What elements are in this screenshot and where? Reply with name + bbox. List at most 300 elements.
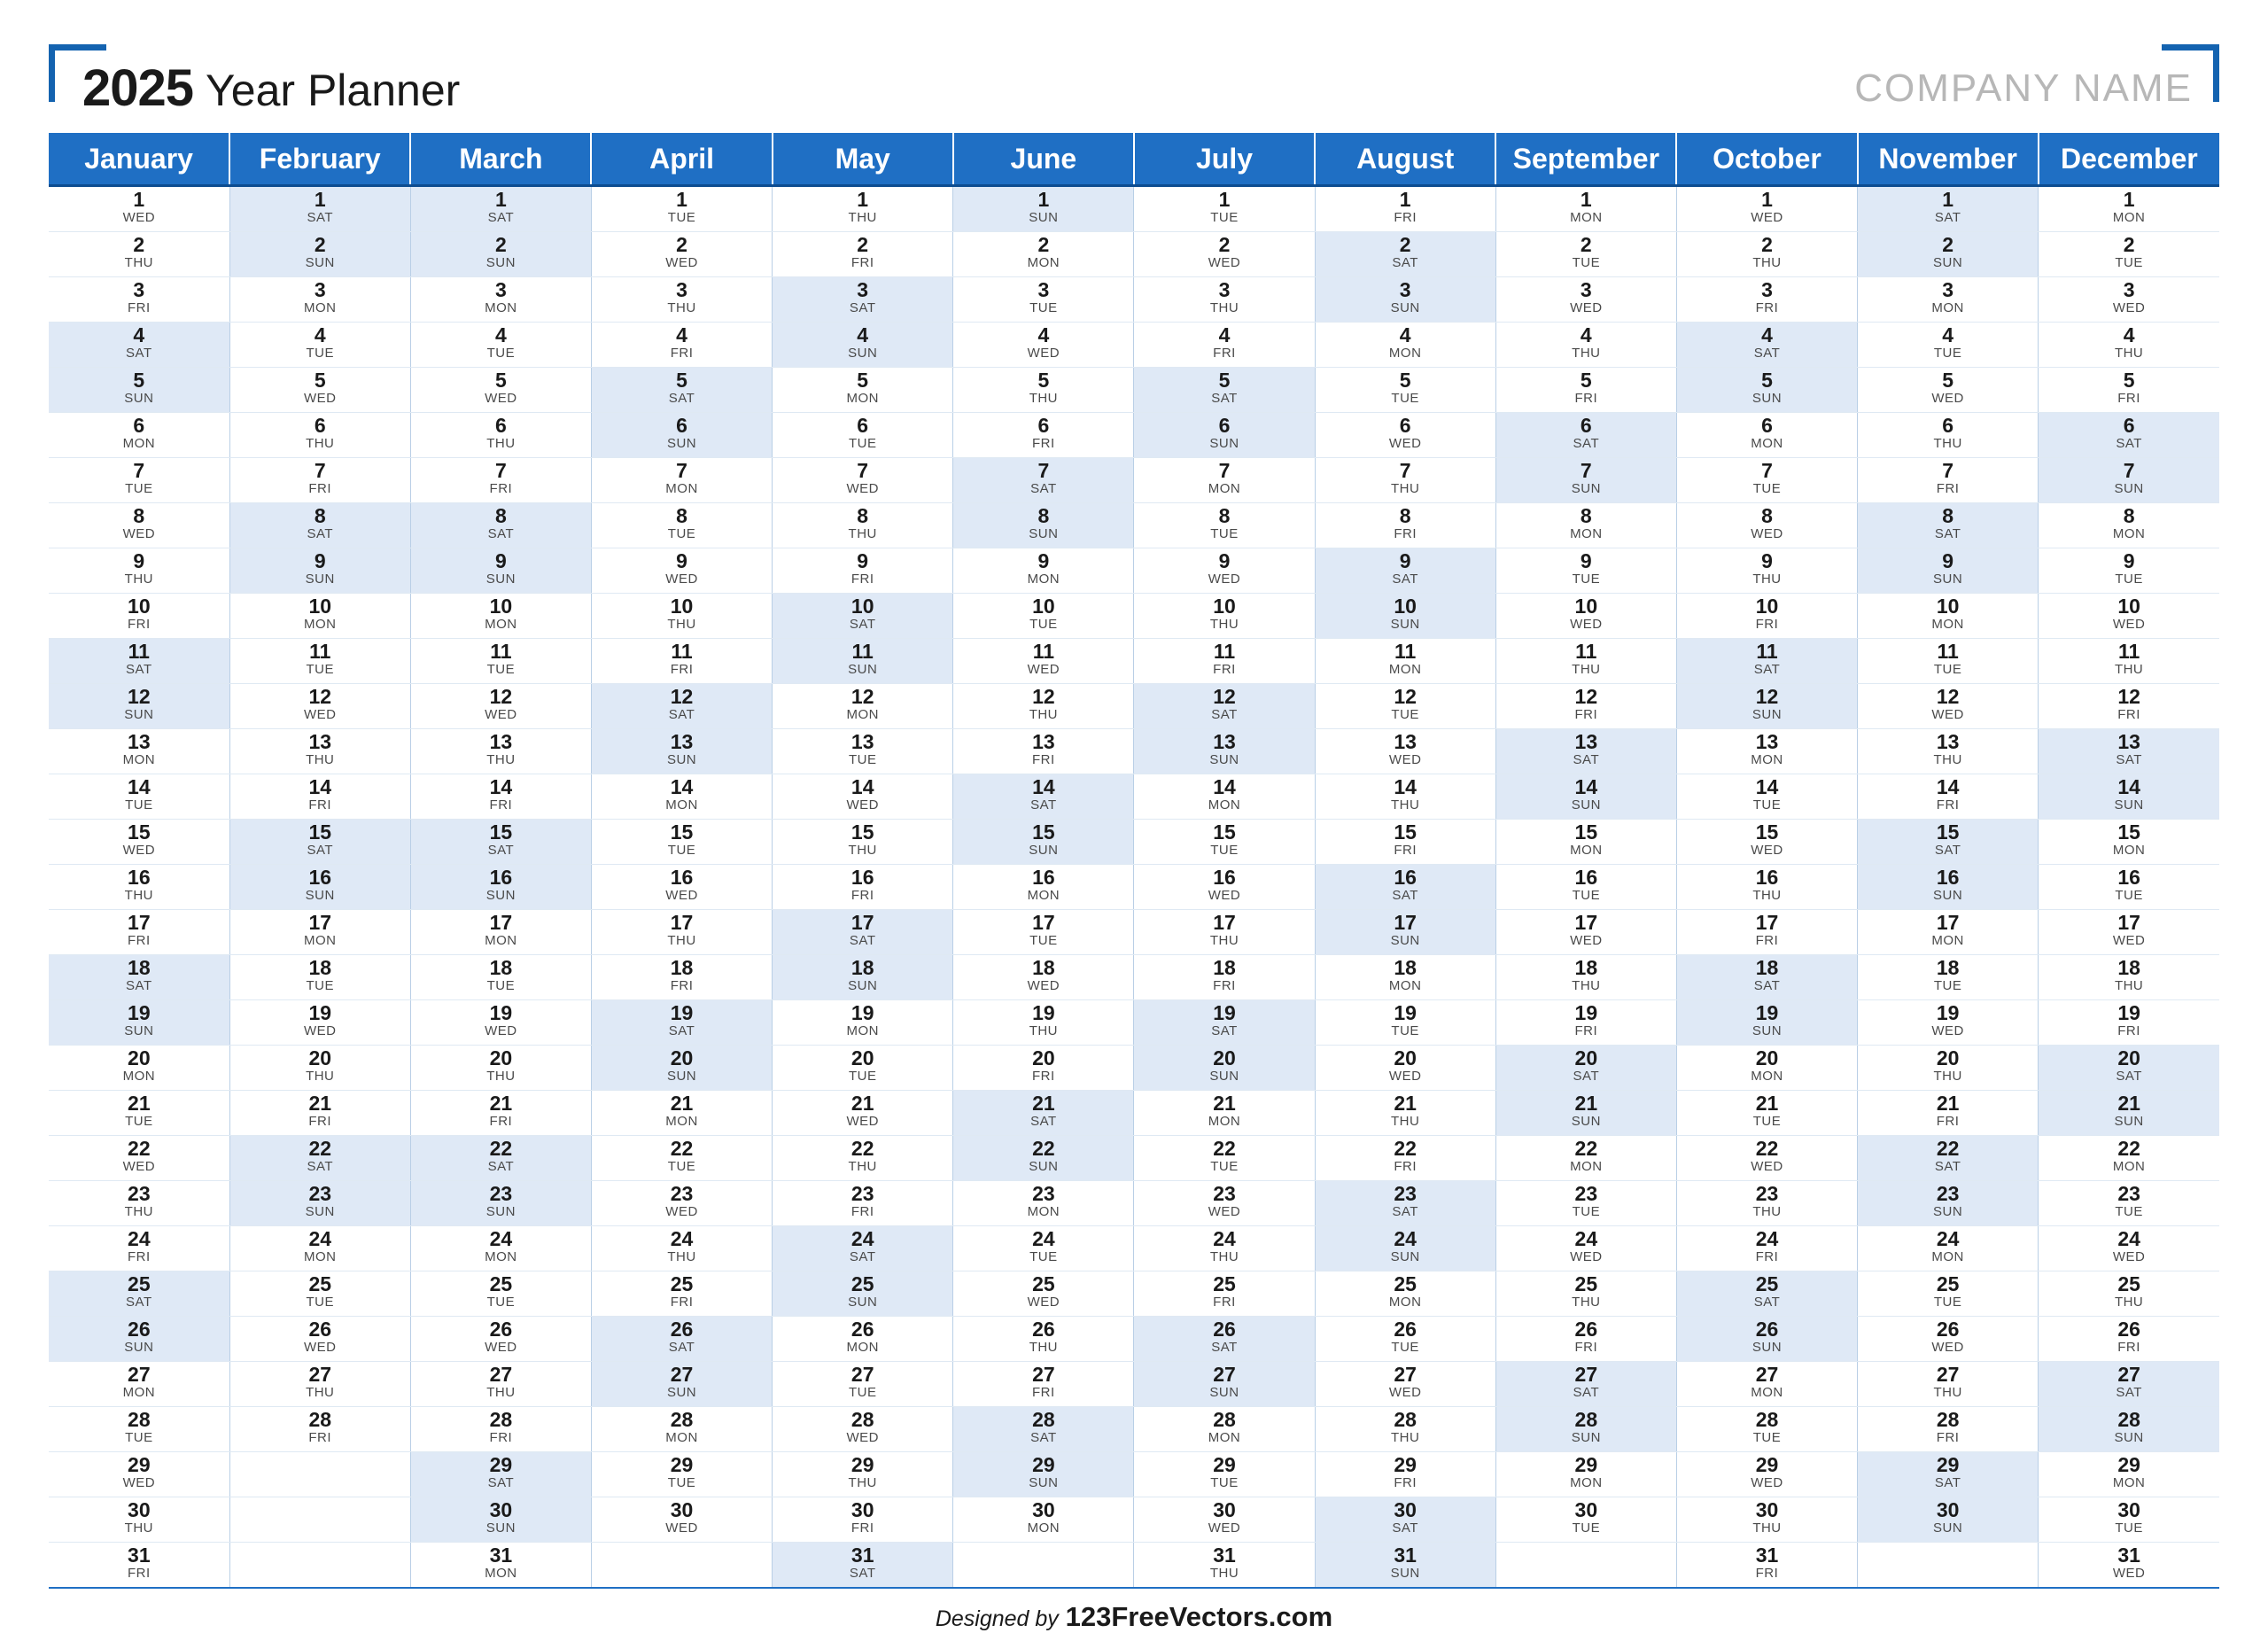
day-cell[interactable]: [1496, 1497, 1676, 1542]
day-cell[interactable]: [1316, 503, 1495, 548]
day-cell[interactable]: [1496, 729, 1676, 774]
day-cell[interactable]: [1858, 458, 2038, 502]
day-cell[interactable]: [411, 548, 591, 593]
day-cell[interactable]: [411, 1046, 591, 1090]
day-cell[interactable]: [411, 865, 591, 909]
day-cell[interactable]: [411, 187, 591, 231]
day-cell[interactable]: [411, 413, 591, 457]
day-cell[interactable]: [1677, 503, 1857, 548]
day-cell[interactable]: [1316, 1452, 1495, 1497]
day-cell[interactable]: [953, 1000, 1133, 1045]
day-cell[interactable]: [411, 774, 591, 819]
day-cell[interactable]: [2039, 548, 2219, 593]
day-cell[interactable]: [2039, 910, 2219, 954]
day-cell[interactable]: [2039, 1362, 2219, 1406]
day-cell[interactable]: [49, 820, 229, 864]
day-cell[interactable]: [953, 1362, 1133, 1406]
day-cell[interactable]: [1316, 684, 1495, 728]
day-cell[interactable]: [953, 232, 1133, 276]
month-header-november[interactable]: November: [1858, 133, 2039, 186]
day-cell[interactable]: [230, 548, 410, 593]
day-cell[interactable]: [2039, 1226, 2219, 1271]
day-cell[interactable]: [773, 639, 952, 683]
day-cell[interactable]: [953, 1497, 1133, 1542]
day-cell[interactable]: [411, 729, 591, 774]
day-cell[interactable]: [2039, 774, 2219, 819]
day-cell[interactable]: [1677, 639, 1857, 683]
day-cell[interactable]: [1496, 187, 1676, 231]
day-cell[interactable]: [230, 1091, 410, 1135]
month-header-june[interactable]: June: [953, 133, 1134, 186]
day-cell[interactable]: [411, 323, 591, 367]
day-cell[interactable]: [1677, 1497, 1857, 1542]
day-cell[interactable]: [1858, 232, 2038, 276]
day-cell[interactable]: [1858, 684, 2038, 728]
day-cell[interactable]: [49, 548, 229, 593]
day-cell[interactable]: [49, 729, 229, 774]
day-cell[interactable]: [2039, 503, 2219, 548]
day-cell[interactable]: [592, 1091, 772, 1135]
day-cell[interactable]: [2039, 820, 2219, 864]
day-cell[interactable]: [1858, 548, 2038, 593]
day-cell[interactable]: [953, 503, 1133, 548]
day-cell[interactable]: [1496, 1452, 1676, 1497]
day-cell[interactable]: [411, 277, 591, 322]
day-cell[interactable]: [2039, 1046, 2219, 1090]
day-cell[interactable]: [773, 1091, 952, 1135]
day-cell[interactable]: [1677, 820, 1857, 864]
day-cell[interactable]: [1677, 1226, 1857, 1271]
day-cell[interactable]: [2039, 1000, 2219, 1045]
day-cell[interactable]: [1677, 1181, 1857, 1225]
day-cell[interactable]: [1496, 594, 1676, 638]
day-cell[interactable]: [953, 1181, 1133, 1225]
day-cell[interactable]: [1134, 865, 1314, 909]
day-cell[interactable]: [1496, 774, 1676, 819]
day-cell[interactable]: [230, 865, 410, 909]
day-cell[interactable]: [411, 639, 591, 683]
day-cell[interactable]: [1316, 1271, 1495, 1316]
day-cell[interactable]: [49, 910, 229, 954]
day-cell[interactable]: [411, 1000, 591, 1045]
day-cell[interactable]: [773, 277, 952, 322]
day-cell[interactable]: [592, 1271, 772, 1316]
day-cell[interactable]: [1134, 1543, 1314, 1587]
day-cell[interactable]: [592, 1317, 772, 1361]
day-cell[interactable]: [49, 503, 229, 548]
day-cell[interactable]: [230, 1407, 410, 1451]
day-cell[interactable]: [1677, 413, 1857, 457]
day-cell[interactable]: [1496, 1181, 1676, 1225]
day-cell[interactable]: [953, 1452, 1133, 1497]
day-cell[interactable]: [1134, 187, 1314, 231]
day-cell[interactable]: [411, 1271, 591, 1316]
day-cell[interactable]: [1677, 458, 1857, 502]
day-cell[interactable]: [230, 1226, 410, 1271]
day-cell[interactable]: [1496, 1136, 1676, 1180]
day-cell[interactable]: [1316, 323, 1495, 367]
day-cell[interactable]: [230, 503, 410, 548]
day-cell[interactable]: [592, 639, 772, 683]
day-cell[interactable]: [1134, 323, 1314, 367]
day-cell[interactable]: [773, 1362, 952, 1406]
day-cell[interactable]: [592, 955, 772, 999]
day-cell[interactable]: [1858, 1271, 2038, 1316]
day-cell[interactable]: [230, 1136, 410, 1180]
day-cell[interactable]: [230, 1181, 410, 1225]
day-cell[interactable]: [1496, 232, 1676, 276]
day-cell[interactable]: [2039, 232, 2219, 276]
day-cell[interactable]: [953, 1046, 1133, 1090]
day-cell[interactable]: [2039, 684, 2219, 728]
day-cell[interactable]: [1677, 774, 1857, 819]
day-cell[interactable]: [1858, 1000, 2038, 1045]
day-cell[interactable]: [49, 1136, 229, 1180]
day-cell[interactable]: [773, 1452, 952, 1497]
day-cell[interactable]: [1677, 232, 1857, 276]
day-cell[interactable]: [953, 1136, 1133, 1180]
day-cell[interactable]: [1134, 1000, 1314, 1045]
day-cell[interactable]: [1316, 1317, 1495, 1361]
day-cell[interactable]: [230, 684, 410, 728]
day-cell[interactable]: [2039, 1091, 2219, 1135]
day-cell[interactable]: [1496, 639, 1676, 683]
day-cell[interactable]: [773, 503, 952, 548]
day-cell[interactable]: [773, 458, 952, 502]
day-cell[interactable]: [411, 1543, 591, 1587]
day-cell[interactable]: [953, 639, 1133, 683]
day-cell[interactable]: [1858, 323, 2038, 367]
day-cell[interactable]: [1134, 910, 1314, 954]
day-cell[interactable]: [773, 820, 952, 864]
day-cell[interactable]: [592, 1000, 772, 1045]
day-cell[interactable]: [773, 1543, 952, 1587]
day-cell[interactable]: [49, 458, 229, 502]
day-cell[interactable]: [1134, 1136, 1314, 1180]
day-cell[interactable]: [49, 1181, 229, 1225]
day-cell[interactable]: [2039, 865, 2219, 909]
month-header-february[interactable]: February: [229, 133, 410, 186]
day-cell[interactable]: [1677, 1407, 1857, 1451]
day-cell[interactable]: [230, 729, 410, 774]
day-cell[interactable]: [230, 1362, 410, 1406]
day-cell[interactable]: [2039, 639, 2219, 683]
day-cell[interactable]: [49, 323, 229, 367]
day-cell[interactable]: [49, 865, 229, 909]
day-cell[interactable]: [1316, 910, 1495, 954]
day-cell[interactable]: [953, 323, 1133, 367]
day-cell[interactable]: [230, 458, 410, 502]
day-cell[interactable]: [2039, 1407, 2219, 1451]
day-cell[interactable]: [1496, 865, 1676, 909]
day-cell[interactable]: [1316, 1091, 1495, 1135]
day-cell[interactable]: [773, 1271, 952, 1316]
day-cell[interactable]: [953, 955, 1133, 999]
day-cell[interactable]: [49, 1362, 229, 1406]
day-cell[interactable]: [592, 594, 772, 638]
day-cell[interactable]: [1134, 1046, 1314, 1090]
day-cell[interactable]: [1316, 187, 1495, 231]
day-cell[interactable]: [773, 548, 952, 593]
day-cell[interactable]: [1134, 458, 1314, 502]
day-cell[interactable]: [1134, 1317, 1314, 1361]
day-cell[interactable]: [230, 232, 410, 276]
day-cell[interactable]: [1496, 1362, 1676, 1406]
day-cell[interactable]: [1316, 1000, 1495, 1045]
day-cell[interactable]: [773, 955, 952, 999]
day-cell[interactable]: [592, 1452, 772, 1497]
day-cell[interactable]: [592, 1407, 772, 1451]
day-cell[interactable]: [411, 1091, 591, 1135]
day-cell[interactable]: [773, 684, 952, 728]
day-cell[interactable]: [1316, 594, 1495, 638]
day-cell[interactable]: [1134, 594, 1314, 638]
day-cell[interactable]: [1858, 1046, 2038, 1090]
day-cell[interactable]: [49, 187, 229, 231]
day-cell[interactable]: [592, 820, 772, 864]
day-cell[interactable]: [1677, 548, 1857, 593]
month-header-august[interactable]: August: [1315, 133, 1495, 186]
month-header-december[interactable]: December: [2039, 133, 2219, 186]
day-cell[interactable]: [953, 458, 1133, 502]
day-cell[interactable]: [773, 368, 952, 412]
day-cell[interactable]: [1134, 820, 1314, 864]
day-cell[interactable]: [49, 413, 229, 457]
day-cell[interactable]: [49, 368, 229, 412]
day-cell[interactable]: [592, 865, 772, 909]
day-cell[interactable]: [1134, 639, 1314, 683]
day-cell[interactable]: [592, 1136, 772, 1180]
day-cell[interactable]: [1858, 277, 2038, 322]
month-header-march[interactable]: March: [410, 133, 591, 186]
day-cell[interactable]: [1134, 1407, 1314, 1451]
day-cell[interactable]: [592, 232, 772, 276]
day-cell[interactable]: [411, 1317, 591, 1361]
footer-brand-link[interactable]: 123FreeVectors.com: [1065, 1601, 1333, 1632]
day-cell[interactable]: [49, 1543, 229, 1587]
day-cell[interactable]: [773, 774, 952, 819]
day-cell[interactable]: [1858, 1091, 2038, 1135]
day-cell[interactable]: [411, 910, 591, 954]
day-cell[interactable]: [2039, 1136, 2219, 1180]
day-cell[interactable]: [1316, 277, 1495, 322]
day-cell[interactable]: [411, 594, 591, 638]
day-cell[interactable]: [1496, 368, 1676, 412]
day-cell[interactable]: [1316, 458, 1495, 502]
day-cell[interactable]: [1858, 1452, 2038, 1497]
day-cell[interactable]: [1677, 1271, 1857, 1316]
day-cell[interactable]: [1134, 1091, 1314, 1135]
day-cell[interactable]: [49, 1091, 229, 1135]
day-cell[interactable]: [49, 594, 229, 638]
day-cell[interactable]: [1316, 1497, 1495, 1542]
day-cell[interactable]: [2039, 594, 2219, 638]
day-cell[interactable]: [1134, 232, 1314, 276]
day-cell[interactable]: [1677, 594, 1857, 638]
day-cell[interactable]: [49, 1497, 229, 1542]
day-cell[interactable]: [1134, 413, 1314, 457]
day-cell[interactable]: [230, 277, 410, 322]
day-cell[interactable]: [592, 187, 772, 231]
month-header-may[interactable]: May: [773, 133, 953, 186]
day-cell[interactable]: [1858, 865, 2038, 909]
day-cell[interactable]: [1677, 1452, 1857, 1497]
day-cell[interactable]: [230, 639, 410, 683]
day-cell[interactable]: [49, 1271, 229, 1316]
day-cell[interactable]: [411, 1181, 591, 1225]
day-cell[interactable]: [1677, 1543, 1857, 1587]
day-cell[interactable]: [1316, 548, 1495, 593]
day-cell[interactable]: [953, 187, 1133, 231]
day-cell[interactable]: [1496, 458, 1676, 502]
day-cell[interactable]: [592, 1226, 772, 1271]
day-cell[interactable]: [230, 187, 410, 231]
day-cell[interactable]: [1134, 1452, 1314, 1497]
day-cell[interactable]: [2039, 1317, 2219, 1361]
day-cell[interactable]: [1134, 503, 1314, 548]
day-cell[interactable]: [2039, 277, 2219, 322]
day-cell[interactable]: [1858, 368, 2038, 412]
day-cell[interactable]: [1677, 1000, 1857, 1045]
month-header-april[interactable]: April: [591, 133, 772, 186]
day-cell[interactable]: [230, 368, 410, 412]
day-cell[interactable]: [953, 1317, 1133, 1361]
day-cell[interactable]: [49, 1452, 229, 1497]
day-cell[interactable]: [2039, 1181, 2219, 1225]
day-cell[interactable]: [1858, 955, 2038, 999]
day-cell[interactable]: [1134, 955, 1314, 999]
day-cell[interactable]: [1316, 729, 1495, 774]
day-cell[interactable]: [773, 413, 952, 457]
day-cell[interactable]: [1677, 684, 1857, 728]
day-cell[interactable]: [1677, 865, 1857, 909]
day-cell[interactable]: [230, 1046, 410, 1090]
day-cell[interactable]: [773, 1497, 952, 1542]
day-cell[interactable]: [953, 1407, 1133, 1451]
day-cell[interactable]: [1134, 1362, 1314, 1406]
day-cell[interactable]: [1496, 1271, 1676, 1316]
day-cell[interactable]: [1134, 1181, 1314, 1225]
day-cell[interactable]: [592, 1362, 772, 1406]
day-cell[interactable]: [411, 1452, 591, 1497]
month-header-january[interactable]: January: [49, 133, 229, 186]
day-cell[interactable]: [230, 820, 410, 864]
day-cell[interactable]: [1858, 187, 2038, 231]
day-cell[interactable]: [1677, 277, 1857, 322]
day-cell[interactable]: [953, 1091, 1133, 1135]
day-cell[interactable]: [953, 413, 1133, 457]
day-cell[interactable]: [1316, 1407, 1495, 1451]
day-cell[interactable]: [2039, 187, 2219, 231]
day-cell[interactable]: [2039, 458, 2219, 502]
day-cell[interactable]: [230, 1000, 410, 1045]
day-cell[interactable]: [592, 323, 772, 367]
day-cell[interactable]: [773, 232, 952, 276]
day-cell[interactable]: [1677, 729, 1857, 774]
day-cell[interactable]: [592, 774, 772, 819]
day-cell[interactable]: [1677, 1362, 1857, 1406]
day-cell[interactable]: [1858, 639, 2038, 683]
day-cell[interactable]: [1677, 910, 1857, 954]
day-cell[interactable]: [1496, 910, 1676, 954]
day-cell[interactable]: [2039, 368, 2219, 412]
day-cell[interactable]: [230, 1271, 410, 1316]
day-cell[interactable]: [1677, 1136, 1857, 1180]
day-cell[interactable]: [1316, 955, 1495, 999]
day-cell[interactable]: [773, 910, 952, 954]
day-cell[interactable]: [773, 1000, 952, 1045]
day-cell[interactable]: [1858, 1317, 2038, 1361]
day-cell[interactable]: [49, 1226, 229, 1271]
day-cell[interactable]: [49, 955, 229, 999]
day-cell[interactable]: [1858, 503, 2038, 548]
day-cell[interactable]: [953, 277, 1133, 322]
day-cell[interactable]: [411, 1407, 591, 1451]
day-cell[interactable]: [1858, 1226, 2038, 1271]
day-cell[interactable]: [953, 594, 1133, 638]
day-cell[interactable]: [1496, 1000, 1676, 1045]
day-cell[interactable]: [592, 729, 772, 774]
day-cell[interactable]: [411, 684, 591, 728]
day-cell[interactable]: [2039, 1497, 2219, 1542]
day-cell[interactable]: [1134, 774, 1314, 819]
day-cell[interactable]: [49, 1000, 229, 1045]
day-cell[interactable]: [953, 729, 1133, 774]
day-cell[interactable]: [953, 820, 1133, 864]
day-cell[interactable]: [1677, 1046, 1857, 1090]
day-cell[interactable]: [953, 865, 1133, 909]
day-cell[interactable]: [411, 232, 591, 276]
day-cell[interactable]: [49, 232, 229, 276]
day-cell[interactable]: [49, 277, 229, 322]
day-cell[interactable]: [1677, 368, 1857, 412]
day-cell[interactable]: [1858, 1497, 2038, 1542]
day-cell[interactable]: [411, 1362, 591, 1406]
day-cell[interactable]: [411, 368, 591, 412]
day-cell[interactable]: [592, 548, 772, 593]
day-cell[interactable]: [230, 955, 410, 999]
day-cell[interactable]: [953, 774, 1133, 819]
day-cell[interactable]: [1496, 1226, 1676, 1271]
day-cell[interactable]: [773, 187, 952, 231]
day-cell[interactable]: [1858, 910, 2038, 954]
day-cell[interactable]: [1496, 1046, 1676, 1090]
day-cell[interactable]: [953, 368, 1133, 412]
day-cell[interactable]: [411, 503, 591, 548]
day-cell[interactable]: [1858, 594, 2038, 638]
day-cell[interactable]: [1316, 865, 1495, 909]
day-cell[interactable]: [592, 1497, 772, 1542]
day-cell[interactable]: [1496, 503, 1676, 548]
day-cell[interactable]: [1858, 413, 2038, 457]
day-cell[interactable]: [49, 1317, 229, 1361]
day-cell[interactable]: [1858, 1181, 2038, 1225]
day-cell[interactable]: [1316, 639, 1495, 683]
day-cell[interactable]: [1316, 232, 1495, 276]
day-cell[interactable]: [1858, 774, 2038, 819]
day-cell[interactable]: [1677, 187, 1857, 231]
day-cell[interactable]: [1677, 323, 1857, 367]
day-cell[interactable]: [1496, 548, 1676, 593]
month-header-october[interactable]: October: [1676, 133, 1857, 186]
day-cell[interactable]: [2039, 323, 2219, 367]
day-cell[interactable]: [1316, 1046, 1495, 1090]
day-cell[interactable]: [411, 1497, 591, 1542]
day-cell[interactable]: [1316, 1181, 1495, 1225]
day-cell[interactable]: [592, 368, 772, 412]
day-cell[interactable]: [49, 774, 229, 819]
day-cell[interactable]: [1858, 1362, 2038, 1406]
